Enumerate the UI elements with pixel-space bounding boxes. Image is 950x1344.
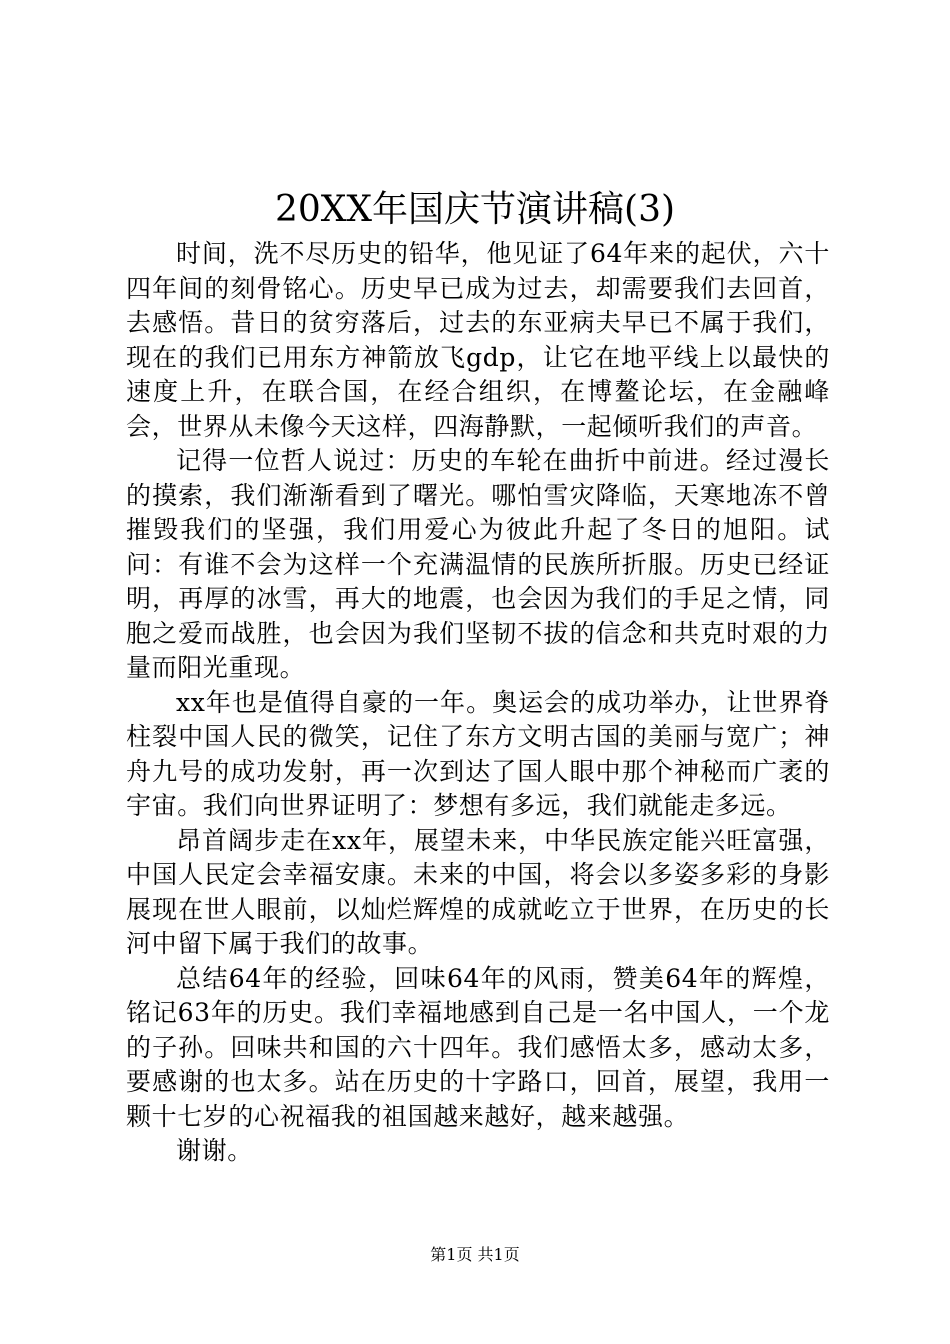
paragraph-1: 时间，洗不尽历史的铅华，他见证了64年来的起伏，六十四年间的刻骨铭心。历史早已成为过去，却需要我们去回首，去感悟。昔日的贫穷落后，过去的东亚病夫早已不属于我们，现在的我们已用东方神箭放飞gdp，让它在地平线上以最快的速度上升，在联合国，在经合组织，在博鳌论坛，在金融峰会，世界从未像今天这样，四海静默，一起倾听我们的声音。 bbox=[126, 239, 830, 441]
document-body bbox=[126, 237, 830, 1169]
document-title: 20XX年国庆节演讲稿(3) bbox=[274, 189, 676, 230]
paragraph-6: 谢谢。 bbox=[176, 1136, 253, 1165]
paragraph-4: 昂首阔步走在xx年，展望未来，中华民族定能兴旺富强，中国人民定会幸福安康。未来的中国，将会以多姿多彩的身影展现在世人眼前，以灿烂辉煌的成就屹立于世界，在历史的长河中留下属于我们的故事。 bbox=[126, 825, 830, 958]
paragraph-3: xx年也是值得自豪的一年。奥运会的成功举办，让世界脊柱裂中国人民的微笑，记住了东方文明古国的美丽与宽广；神舟九号的成功发射，再一次到达了国人眼中那个神秘而广袤的宇宙。我们向世界证明了：梦想有多远，我们就能走多远。 bbox=[126, 687, 830, 820]
paragraph-5: 总结64年的经验，回味64年的风雨，赞美64年的辉煌，铭记63年的历史。我们幸福地感到自己是一名中国人，一个龙的子孙。回味共和国的六十四年。我们感悟太多，感动太多，要感谢的也太多。站在历史的十字路口，回首，展望，我用一颗十七岁的心祝福我的祖国越来越好，越来越强。 bbox=[126, 963, 830, 1131]
paragraph-2: 记得一位哲人说过：历史的车轮在曲折中前进。经过漫长的摸索，我们渐渐看到了曙光。哪怕雪灾降临，天寒地冻不曾摧毁我们的坚强，我们用爱心为彼此升起了冬日的旭阳。试问：有谁不会为这样一个充满温情的民族所折服。历史已经证明，再厚的冰雪，再大的地震，也会因为我们的手足之情，同胞之爱而战胜，也会因为我们坚韧不拔的信念和共克时艰的力量而阳光重现。 bbox=[126, 446, 830, 682]
page-footer: 第1页 共1页 bbox=[430, 1245, 520, 1264]
